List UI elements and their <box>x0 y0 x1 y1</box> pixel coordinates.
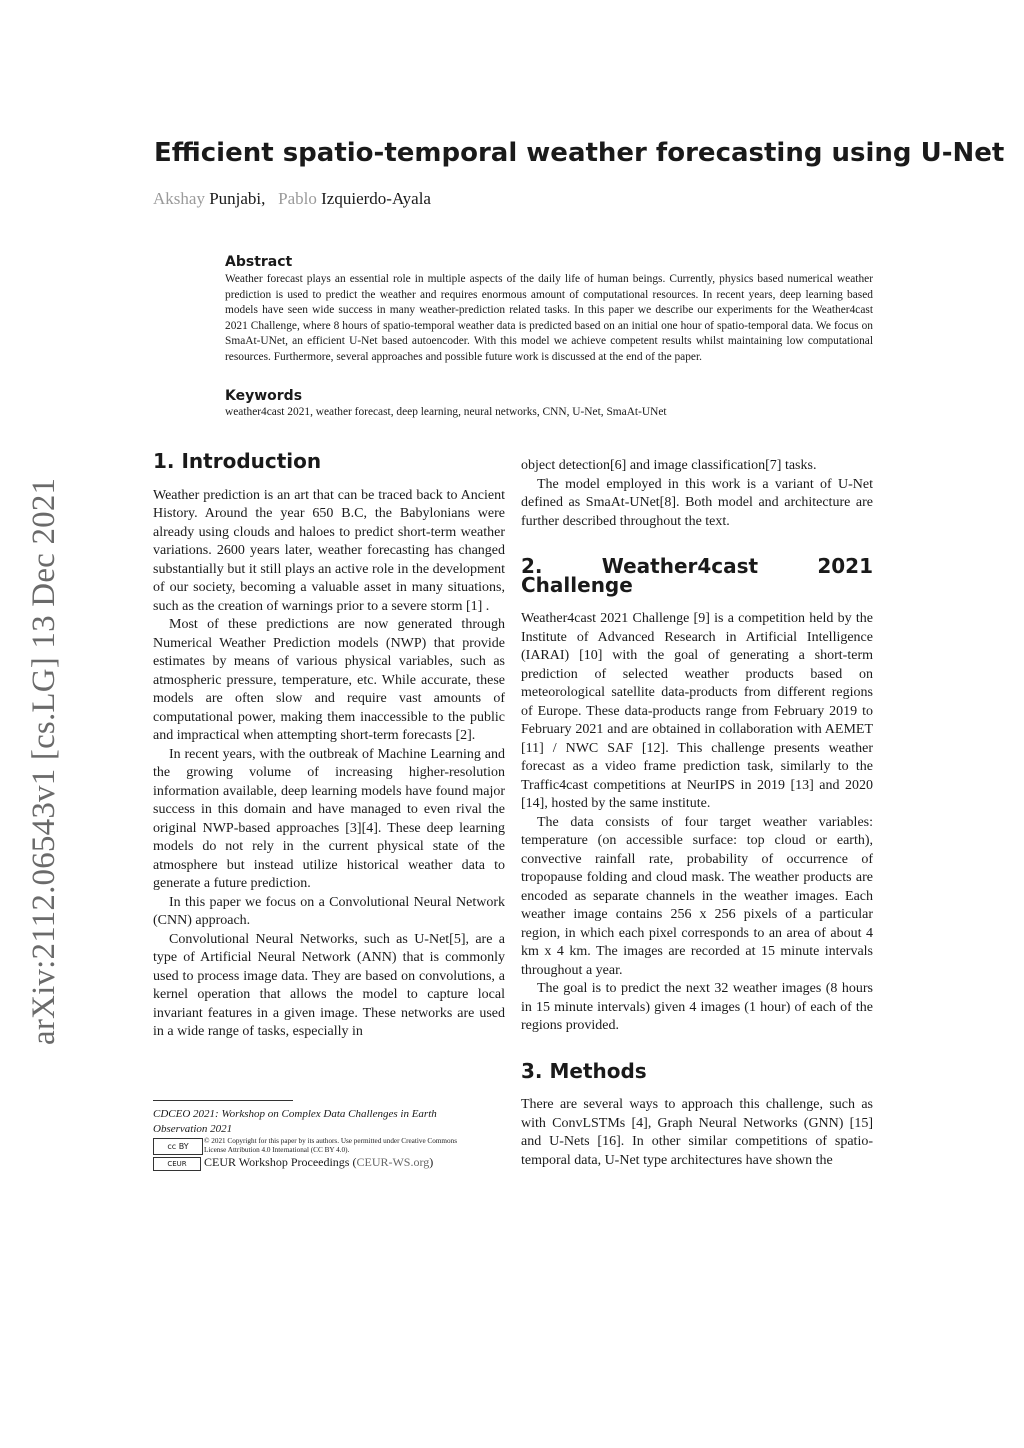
author-last-name: Punjabi, <box>209 189 266 208</box>
abstract-text: Weather forecast plays an essential role in multiple aspects of the daily life of human beings. Currently, physics based numerical weather prediction is used to predict the weather and requires enormous amount of computational resources. In recent years, deep learning based models have seen wide success in many weather-prediction related tasks. In this paper we describe our experiments for the Weather4cast 2021 Challenge, where 8 hours of spatio-temporal weather data is predicted based on an initial one hour of spatio-temporal data. We focus on SmaAt-UNet, an efficient U-Net based autoencoder. With this model we achieve competent results whilst maintaining low computational resources. Furthermore, several approaches and possible future work is discussed at the end of the paper. <box>225 273 873 363</box>
author-last-name: Izquierdo-Ayala <box>321 189 431 208</box>
cc-license-logo: cc BY <box>153 1138 203 1155</box>
section-heading-methods: 3. Methods <box>521 1058 647 1083</box>
proceedings-label: CEUR Workshop Proceedings <box>204 1155 350 1169</box>
paragraph: Most of these predictions are now generated through Numerical Weather Prediction models (NWP) that provide estimates by means of various physical variables, such as atmospheric pressure, temperature, etc. While accurate, these models are often slow and require vast amounts of computational power, making them inaccessible to the public and impractical when attempting short-term forecasts [2]. <box>153 617 505 743</box>
section-heading-challenge: 2. Weather4cast 2021 Challenge <box>521 554 873 597</box>
paragraph: Convolutional Neural Networks, such as U-Net[5], are a type of Artificial Neural Network (ANN) that is commonly used to process image data. They are based on convolutions, a kernel operation that allows the model to capture local invariant features in a given image. These networks are used in a wide range of tasks, especially in <box>153 931 505 1039</box>
paragraph: The goal is to predict the next 32 weather images (8 hours in 15 minute intervals) given 4 images (1 hour) of each of the regions provided. <box>521 981 873 1033</box>
footnote-venue: CDCEO 2021: Workshop on Complex Data Challenges in Earth Observation 2021 <box>153 1108 437 1135</box>
author-first-name: Pablo <box>278 189 317 208</box>
left-column <box>153 449 505 1042</box>
author-list <box>153 189 431 209</box>
ceur-link[interactable]: CEUR-WS.org <box>356 1155 430 1169</box>
paragraph: In this paper we focus on a Convolutional Neural Network (CNN) approach. <box>153 894 505 928</box>
footnote-rule <box>153 1100 293 1101</box>
abstract-heading: Abstract <box>225 254 293 270</box>
paragraph: The model employed in this work is a variant of U-Net defined as SmaAt-UNet[8]. Both model and architecture are further described throughout the text. <box>521 476 873 529</box>
paragraph: object detection[6] and image classification[7] tasks. <box>521 458 817 473</box>
keywords-text: weather4cast 2021, weather forecast, deep learning, neural networks, CNN, U-Net, SmaAt-UNet <box>225 406 667 418</box>
proceedings-line: CEUR Workshop Proceedings (CEUR-WS.org) <box>204 1155 434 1169</box>
right-column <box>521 457 873 1170</box>
author-first-name: Akshay <box>153 189 205 208</box>
section-heading-introduction: 1. Introduction <box>153 449 322 473</box>
keywords-heading: Keywords <box>225 388 303 404</box>
paper-title: Efficient spatio-temporal weather forecasting using U-Net <box>154 138 1005 168</box>
paragraph: There are several ways to approach this challenge, such as with ConvLSTMs [4], Graph Neural Networks (GNN) [15] and U-Nets [16]. In other similar competitions of spatio-temporal data, U-Net type architectures have shown the <box>521 1097 873 1168</box>
paragraph: Weather prediction is an art that can be traced back to Ancient History. Around the year 650 B.C, the Babylonians were already using clouds and haloes to predict short-term weather variations. 2600 years later, weather forecasting has changed substantially but it still plays an active role in the development of our society, becoming a valuable asset in many situations, such as the creation of warnings prior to a severe storm [1] . <box>153 487 505 614</box>
keywords <box>225 388 873 418</box>
arxiv-side-stamp: arXiv:2112.06543v1 [cs.LG] 13 Dec 2021 <box>26 477 62 1045</box>
copyright-notice: © 2021 Copyright for this paper by its authors. Use permitted under Creative Commons License Attribution 4.0 International (CC BY 4.0). <box>204 1137 457 1154</box>
paragraph: In recent years, with the outbreak of Machine Learning and the growing volume of increasing higher-resolution information available, deep learning models have found major success in this domain and have managed to even rival the original NWP-based approaches [3][4]. These deep learning models do not rely in the current physical state of the atmosphere but instead utilize historical weather data to generate a future prediction. <box>153 746 505 891</box>
ceur-logo: CEUR <box>153 1157 201 1171</box>
paragraph: Weather4cast 2021 Challenge [9] is a competition held by the Institute of Advanced Research in Artificial Intelligence (IARAI) [10] with the goal of generating a short-term prediction of selected weather products based on meteorological satellite data-products from different regions of Europe. These data-products range from February 2019 to February 2021 and are obtained in collaboration with AEMET [11] / NWC SAF [12]. This challenge presents weather forecast as a video frame prediction task, similarly to the Traffic4cast competitions at NeurIPS in 2019 [13] and 2020 [14], hosted by the same institute. <box>521 611 873 811</box>
paragraph: The data consists of four target weather variables: temperature (on accessible surface: top cloud or earth), convective rainfall rate, probability of occurrence of tropopause folding and cloud mask. The weather products are encoded as separate channels in the weather images. Each weather image contains 256 x 256 pixels of a particular region, in which each pixel corresponds to an area of about 4 km x 4 km. The images are recorded at 15 minute intervals throughout a year. <box>521 814 873 978</box>
abstract <box>225 254 873 366</box>
